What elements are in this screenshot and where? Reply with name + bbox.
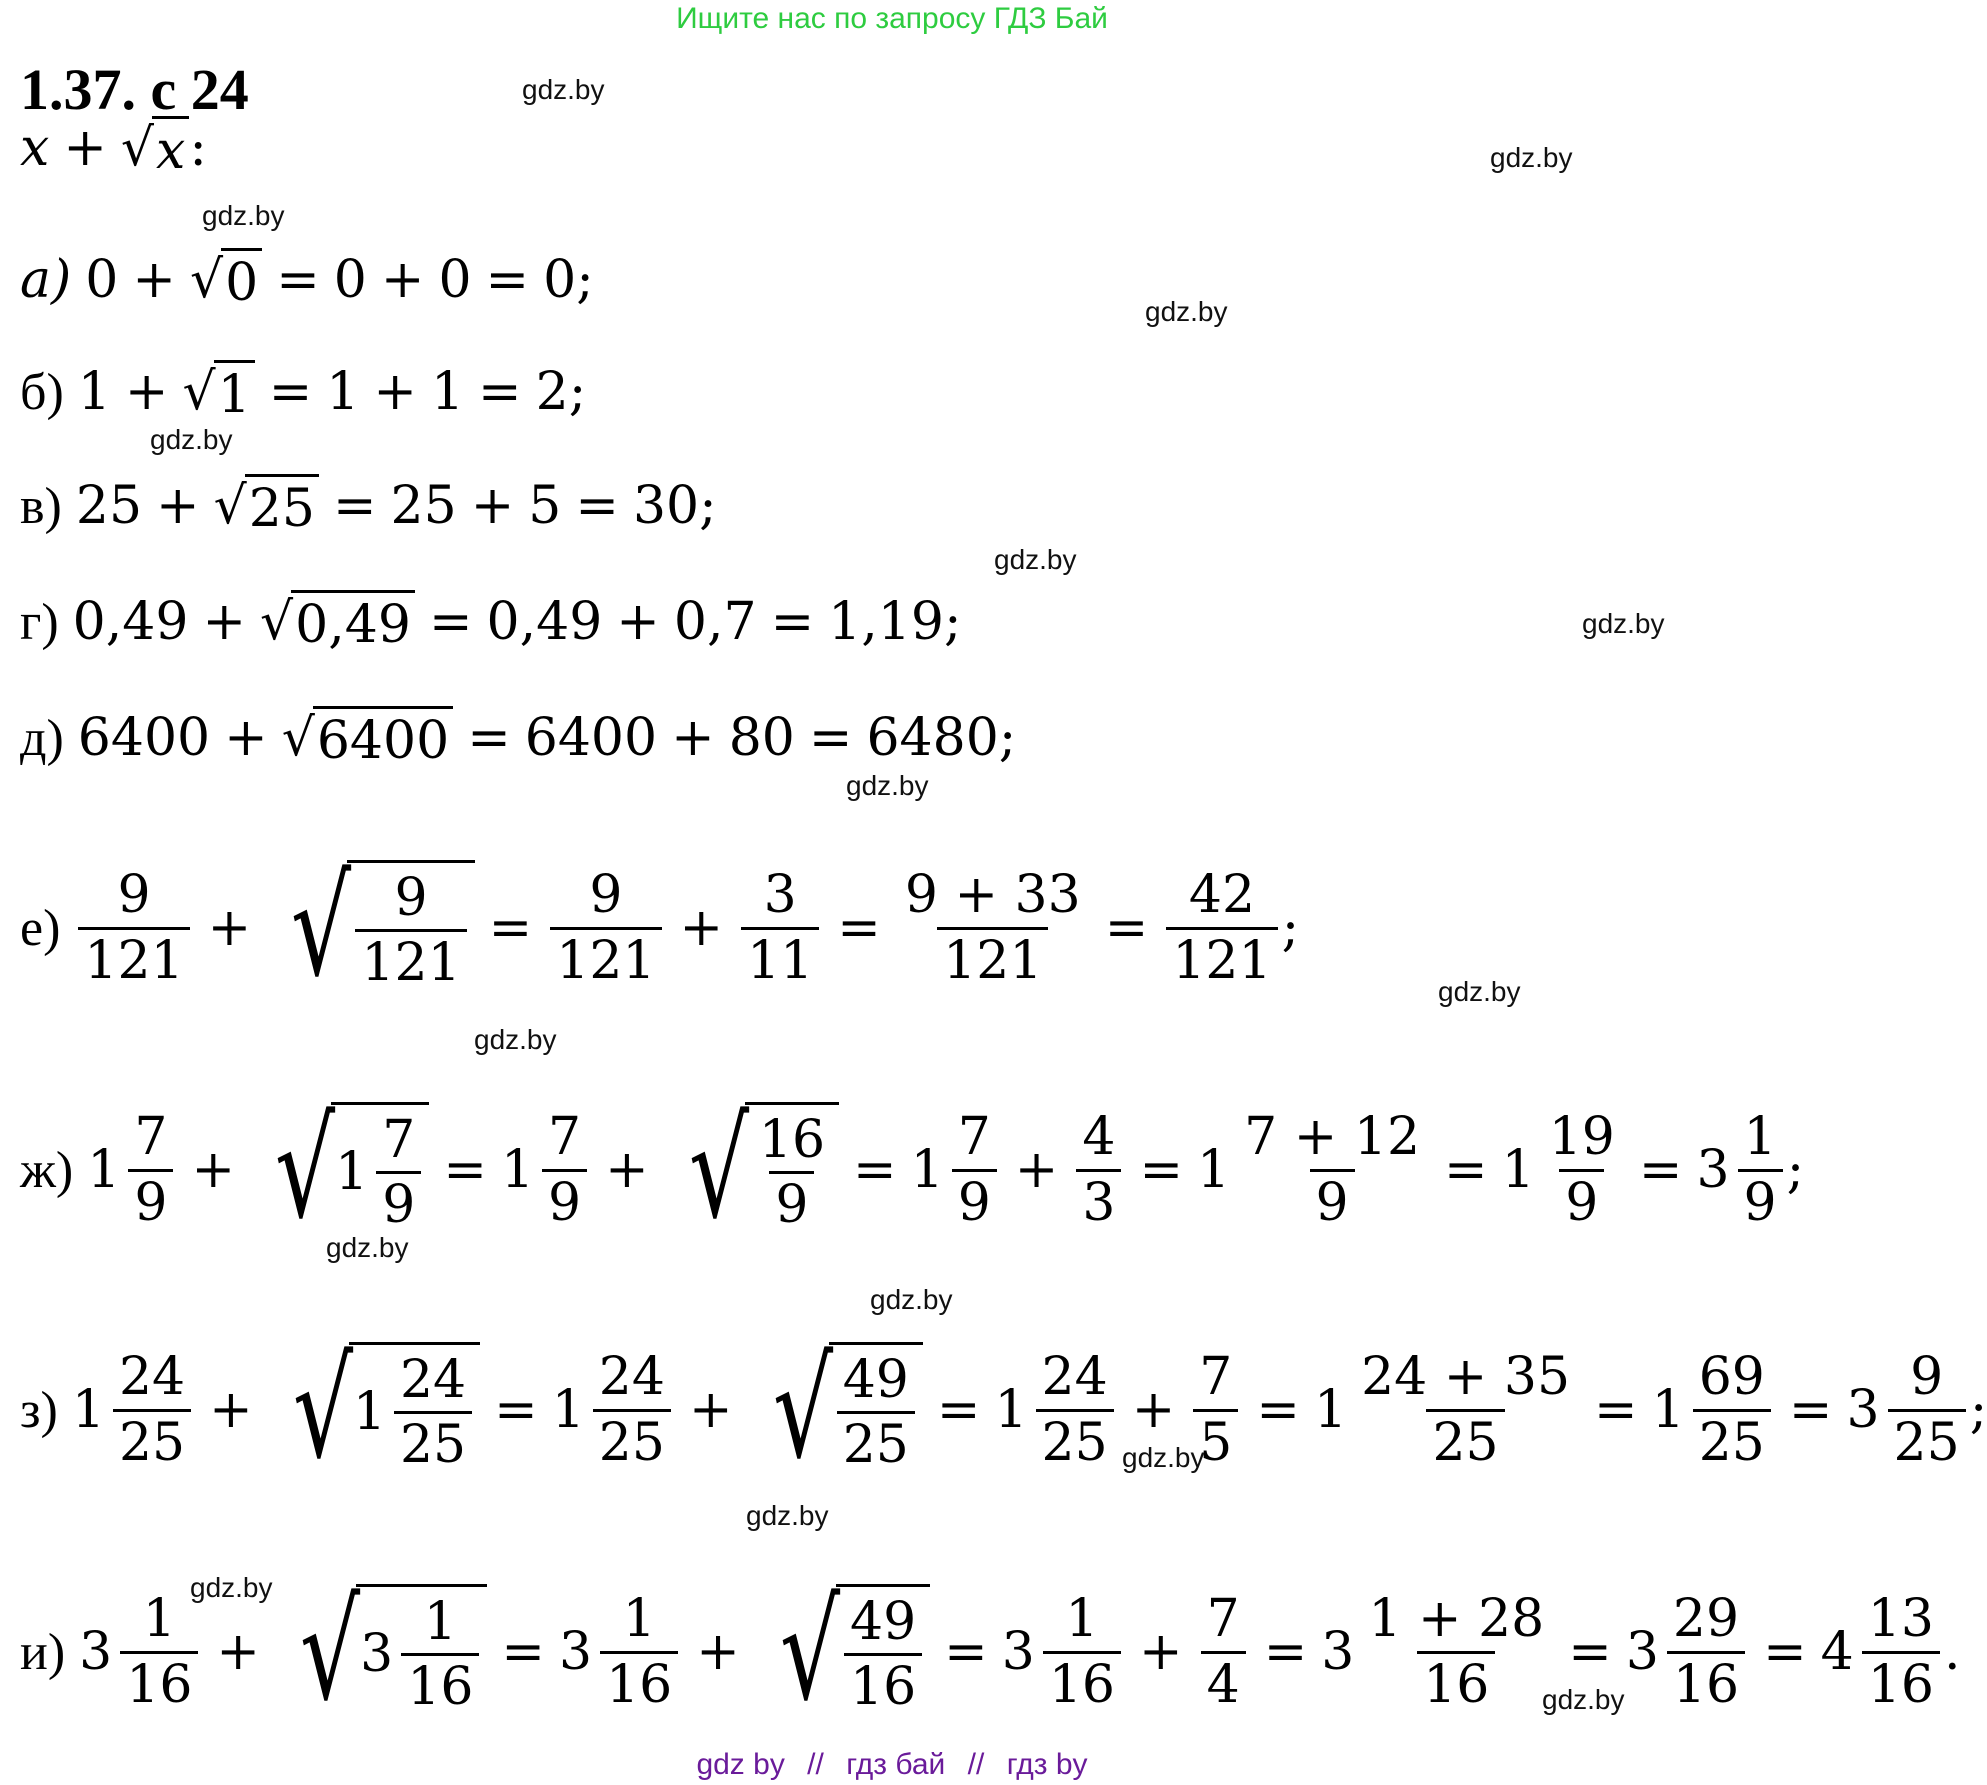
whole-part: 4 [1820, 1622, 1854, 1682]
fraction: $\frac{24}{25}$ [113, 1346, 191, 1474]
whole-part: 3 [559, 1622, 593, 1682]
fraction: $\frac{1}{16}$ [1043, 1588, 1121, 1716]
whole-part: 1 [1501, 1140, 1535, 1200]
sqrt-body: 0,49 [291, 590, 415, 655]
exercise-title: 1.37. с 24 [20, 57, 249, 122]
whole-part: 1 [335, 1142, 369, 1203]
whole-part: 3 [1846, 1380, 1880, 1440]
row-label: ж) [20, 1141, 74, 1199]
term: 0,7 [673, 592, 757, 652]
term: 0 [438, 250, 472, 310]
row-b: б) 1 + √ 1 = 1 + 1 = 2; [20, 352, 586, 432]
denominator: 11 [741, 927, 819, 992]
fraction: $\frac{7 + 12}{9}$ [1244, 1107, 1421, 1233]
whole-part: 1 [910, 1140, 944, 1200]
row-a: а) 0 + √ 0 = 0 + 0 = 0; [20, 240, 594, 320]
fraction [78, 864, 189, 992]
whole-part: 1 [1313, 1380, 1348, 1440]
term: 0,49 [72, 592, 189, 652]
row-label: е) [20, 899, 61, 957]
fraction: $\frac{19}{9}$ [1548, 1107, 1615, 1233]
row-d: д) 6400 + √ 6400 = 6400 + 80 = 6480; [20, 698, 1016, 778]
fraction: $\frac{7}{9}$ [128, 1106, 173, 1234]
fraction: $\frac{1}{9}$ [1738, 1106, 1783, 1234]
sqrt: √ 0,49 [260, 590, 415, 655]
denominator: 121 [78, 927, 189, 992]
numerator: 9 + 33 [904, 865, 1081, 926]
fraction: $\frac{7}{4}$ [1201, 1588, 1246, 1716]
sqrt-body: 1 [214, 360, 255, 425]
term: 6400 [77, 708, 211, 768]
footer-separator: // [967, 1748, 985, 1781]
header-banner: Ищите нас по запросу ГДЗ Бай [676, 2, 1108, 35]
result: 2; [535, 362, 587, 422]
row-label: з) [20, 1381, 58, 1439]
plus-sign: + [63, 118, 107, 178]
denominator: 121 [937, 927, 1048, 992]
term: 25 [75, 476, 143, 536]
row-label: в) [20, 477, 62, 535]
footer-link-gdz-by[interactable]: gdz by [696, 1748, 785, 1781]
row-v: в) 25 + √ 25 = 25 + 5 = 30; [20, 466, 717, 546]
denominator: 121 [355, 929, 466, 994]
sqrt: √ $\frac{49}{16}$ [754, 1584, 930, 1719]
watermark: gdz.by [746, 1500, 829, 1531]
whole-part: 3 [1001, 1622, 1035, 1682]
terminator: . [1943, 1622, 1961, 1682]
whole-part: 1 [87, 1140, 121, 1200]
whole-part: 3 [1321, 1622, 1355, 1682]
watermark: gdz.by [522, 74, 605, 105]
sqrt: √ 1 $\frac{24}{25}$ [267, 1342, 480, 1477]
fraction [1166, 864, 1277, 992]
result: 1,19; [828, 592, 962, 652]
fraction: $\frac{1 + 28}{16}$ [1368, 1589, 1545, 1715]
watermark: gdz.by [190, 1572, 273, 1603]
watermark: gdz.by [870, 1284, 953, 1315]
fraction: $\frac{7}{9}$ [542, 1106, 587, 1234]
watermark: gdz.by [994, 544, 1077, 575]
sqrt: √ 1 [182, 360, 254, 425]
fraction: $\frac{69}{25}$ [1693, 1346, 1771, 1474]
footer-link-gdz-bai[interactable]: гдз бай [846, 1748, 946, 1781]
whole-part: 1 [551, 1380, 585, 1440]
fraction: $\frac{1}{16}$ [600, 1588, 678, 1716]
denominator: 121 [1166, 927, 1277, 992]
row-g: г) 0,49 + √ 0,49 = 0,49 + 0,7 = 1,19; [20, 582, 961, 662]
var-x: x [20, 118, 50, 178]
sqrt: √ $\frac{49}{25}$ [747, 1342, 923, 1477]
colon: : [189, 118, 207, 178]
row-i: и) 3 $\frac{1}{16}$ + √ 3 $\frac{1}{16}$ = 3 $\frac{1}{16}$ + √ $\frac{49}{16}$ = 3 $\frac{1}{16}$ + $\frac{7}{4}$ = 3 $\frac{1 + 28}{16}$ = 3 $\frac{29}{16}$ = 4 $\frac{13}{16}$ . [20, 1573, 1961, 1731]
sqrt: √ 0 [190, 248, 262, 313]
watermark: gdz.by [1438, 976, 1521, 1007]
fraction [355, 867, 466, 995]
term: 80 [728, 708, 795, 768]
footer-link-gdz-by-cyr[interactable]: гдз by [1006, 1748, 1088, 1781]
term: 25 [390, 476, 457, 536]
whole-part: 1 [71, 1380, 105, 1440]
watermark: gdz.by [474, 1024, 557, 1055]
sqrt-body: 6400 [313, 706, 453, 771]
term: 0 [333, 250, 367, 310]
sqrt: √ 3 $\frac{1}{16}$ [274, 1584, 487, 1719]
result: 30; [632, 476, 717, 536]
term: 0,49 [486, 592, 603, 652]
fraction: $\frac{7}{9}$ [376, 1109, 421, 1237]
footer [0, 1748, 1784, 1782]
footer-separator: // [807, 1748, 824, 1781]
fraction [550, 864, 661, 992]
watermark: gdz.by [846, 770, 929, 801]
term: 5 [528, 476, 562, 536]
fraction: $\frac{49}{16}$ [844, 1591, 922, 1719]
whole-part: 3 [360, 1624, 394, 1685]
sqrt [121, 116, 189, 181]
terminator: ; [1969, 1380, 1987, 1440]
term: 6400 [524, 708, 658, 768]
whole-part: 1 [1197, 1140, 1231, 1200]
row-label: а) [20, 250, 72, 310]
sqrt: √ 6400 [282, 706, 453, 771]
watermark: gdz.by [1490, 142, 1573, 173]
fraction: $\frac{1}{16}$ [401, 1591, 479, 1719]
row-label: г) [20, 593, 59, 651]
whole-part: 1 [1651, 1380, 1685, 1440]
whole-part: 1 [352, 1382, 386, 1443]
numerator: 9 [394, 867, 428, 928]
expression-line [20, 108, 207, 188]
term: 1 [430, 362, 465, 422]
denominator: 121 [550, 927, 661, 992]
terminator: ; [1281, 898, 1300, 958]
numerator: 9 [117, 865, 151, 926]
fraction [741, 864, 819, 992]
row-label: д) [20, 709, 64, 767]
numerator: 42 [1188, 865, 1256, 926]
term: 0 [85, 250, 119, 310]
fraction: $\frac{16}{9}$ [758, 1109, 826, 1235]
fraction: $\frac{24}{25}$ [1036, 1346, 1114, 1474]
fraction [899, 864, 1087, 992]
fraction: $\frac{9}{25}$ [1888, 1346, 1966, 1474]
row-label: б) [20, 363, 64, 421]
sqrt: √ $\frac{16}{9}$ [663, 1102, 839, 1237]
sqrt: √ $\frac{9}{121}$ [265, 860, 474, 995]
numerator: 9 [589, 865, 623, 926]
row-label: и) [20, 1623, 66, 1681]
watermark: gdz.by [202, 200, 285, 231]
sqrt-body: x [152, 116, 189, 181]
term: 1 [77, 362, 111, 422]
sqrt: √ 1 $\frac{7}{9}$ [249, 1102, 429, 1237]
whole-part: 1 [994, 1380, 1028, 1440]
fraction: $\frac{24}{25}$ [394, 1349, 472, 1477]
sqrt-body: 25 [245, 474, 319, 539]
sqrt: √ 25 [214, 474, 319, 539]
whole-part: 3 [79, 1622, 113, 1682]
fraction: $\frac{13}{16}$ [1862, 1588, 1940, 1716]
term: 1 [326, 362, 360, 422]
fraction: $\frac{49}{25}$ [837, 1349, 915, 1477]
fraction: $\frac{24}{25}$ [593, 1346, 671, 1474]
whole-part: 3 [1696, 1140, 1730, 1200]
radical-sign: √ [120, 118, 155, 178]
sqrt-body: 0 [221, 248, 262, 313]
row-e: е) $\frac{9}{121}$ + √ $\frac{9}{121}$ = $\frac{9}{121}$ + $\frac{3}{11}$ = $\frac{9 + 33}{121}$ = $\frac{42}{121}$ ; [20, 849, 1300, 1007]
fraction: $\frac{7}{5}$ [1193, 1346, 1238, 1474]
watermark: gdz.by [326, 1232, 409, 1263]
fraction: $\frac{24 + 35}{25}$ [1361, 1347, 1571, 1473]
watermark: gdz.by [1122, 1442, 1205, 1473]
fraction: $\frac{1}{16}$ [120, 1588, 198, 1716]
numerator: 3 [763, 865, 797, 926]
row-z: з) 1 $\frac{24}{25}$ + √ 1 $\frac{24}{25}$ = 1 $\frac{24}{25}$ + √ $\frac{49}{25}$ = 1 $\frac{24}{25}$ + $\frac{7}{5}$ = 1 $\frac{24 + 35}{25}$ = 1 $\frac{69}{25}$ = 3 $\frac{9}{25}$ ; [20, 1331, 1987, 1489]
watermark: gdz.by [150, 424, 233, 455]
result: 0; [543, 250, 594, 310]
result: 6480; [866, 708, 1017, 768]
watermark: gdz.by [1582, 608, 1665, 639]
whole-part: 3 [1625, 1622, 1659, 1682]
row-zh: ж) 1 $\frac{7}{9}$ + √ 1 $\frac{7}{9}$ = 1 $\frac{7}{9}$ + √ $\frac{16}{9}$ = 1 $\frac{7}{9}$ + $\frac{4}{3}$ = 1 $\frac{7 + 12}{9}$ = 1 $\frac{19}{9}$ = 3 $\frac{1}{9}$ ; [20, 1091, 1805, 1249]
terminator: ; [1786, 1140, 1805, 1200]
whole-part: 1 [500, 1140, 535, 1200]
fraction: $\frac{29}{16}$ [1667, 1588, 1745, 1716]
watermark: gdz.by [1145, 296, 1228, 327]
fraction: $\frac{7}{9}$ [952, 1106, 997, 1234]
watermark: gdz.by [1542, 1684, 1625, 1715]
fraction: $\frac{4}{3}$ [1076, 1106, 1121, 1234]
